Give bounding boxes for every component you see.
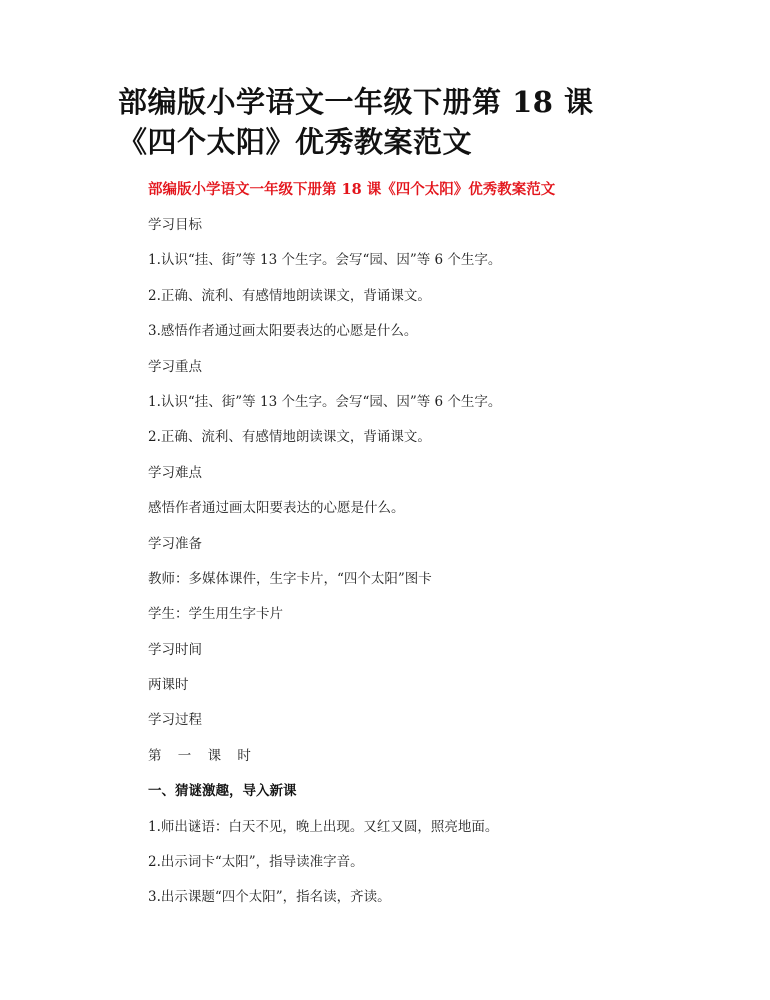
section-heading-time: 学习时间 — [148, 641, 202, 658]
section-heading-process: 学习过程 — [148, 712, 202, 729]
paragraph: 1.认识“挂、街”等 13 个生字。会写“园、因”等 6 个生字。 — [148, 393, 502, 410]
paragraph: 2.出示词卡“太阳”，指导读准字音。 — [148, 854, 364, 871]
section-heading-goals: 学习目标 — [148, 217, 202, 233]
section-heading-key-points: 学习重点 — [148, 358, 202, 375]
paragraph: 2.正确、流利、有感情地朗读课文，背诵课文。 — [148, 287, 431, 304]
paragraph: 1.师出谜语：白天不见，晚上出现。又红又圆，照亮地面。 — [148, 818, 499, 835]
section-heading-preparation: 学习准备 — [148, 535, 202, 552]
paragraph: 感悟作者通过画太阳要表达的心愿是什么。 — [148, 500, 405, 517]
title-line-1: 部编版小学语文一年级下册第 18 课 — [118, 85, 594, 119]
paragraph: 1.认识“挂、街”等 13 个生字。会写“园、因”等 6 个生字。 — [148, 252, 502, 269]
paragraph: 3.感悟作者通过画太阳要表达的心愿是什么。 — [148, 323, 418, 340]
paragraph: 两课时 — [148, 677, 189, 694]
lesson-heading: 第 一 课 时 — [148, 747, 257, 764]
paragraph: 2.正确、流利、有感情地朗读课文，背诵课文。 — [148, 429, 431, 446]
step-heading: 一、猜谜激趣，导入新课 — [148, 783, 297, 800]
title-line-2: 《四个太阳》优秀教案范文 — [118, 125, 473, 159]
subtitle: 部编版小学语文一年级下册第 18 课《四个太阳》优秀教案范文 — [148, 181, 556, 198]
section-heading-difficulties: 学习难点 — [148, 464, 202, 481]
paragraph: 教师：多媒体课件，生字卡片，“四个太阳”图卡 — [148, 570, 432, 587]
body-text — [148, 212, 708, 920]
paragraph: 学生：学生用生字卡片 — [148, 606, 283, 623]
document-title — [118, 82, 678, 162]
paragraph: 3.出示课题“四个太阳”，指名读，齐读。 — [148, 889, 391, 906]
